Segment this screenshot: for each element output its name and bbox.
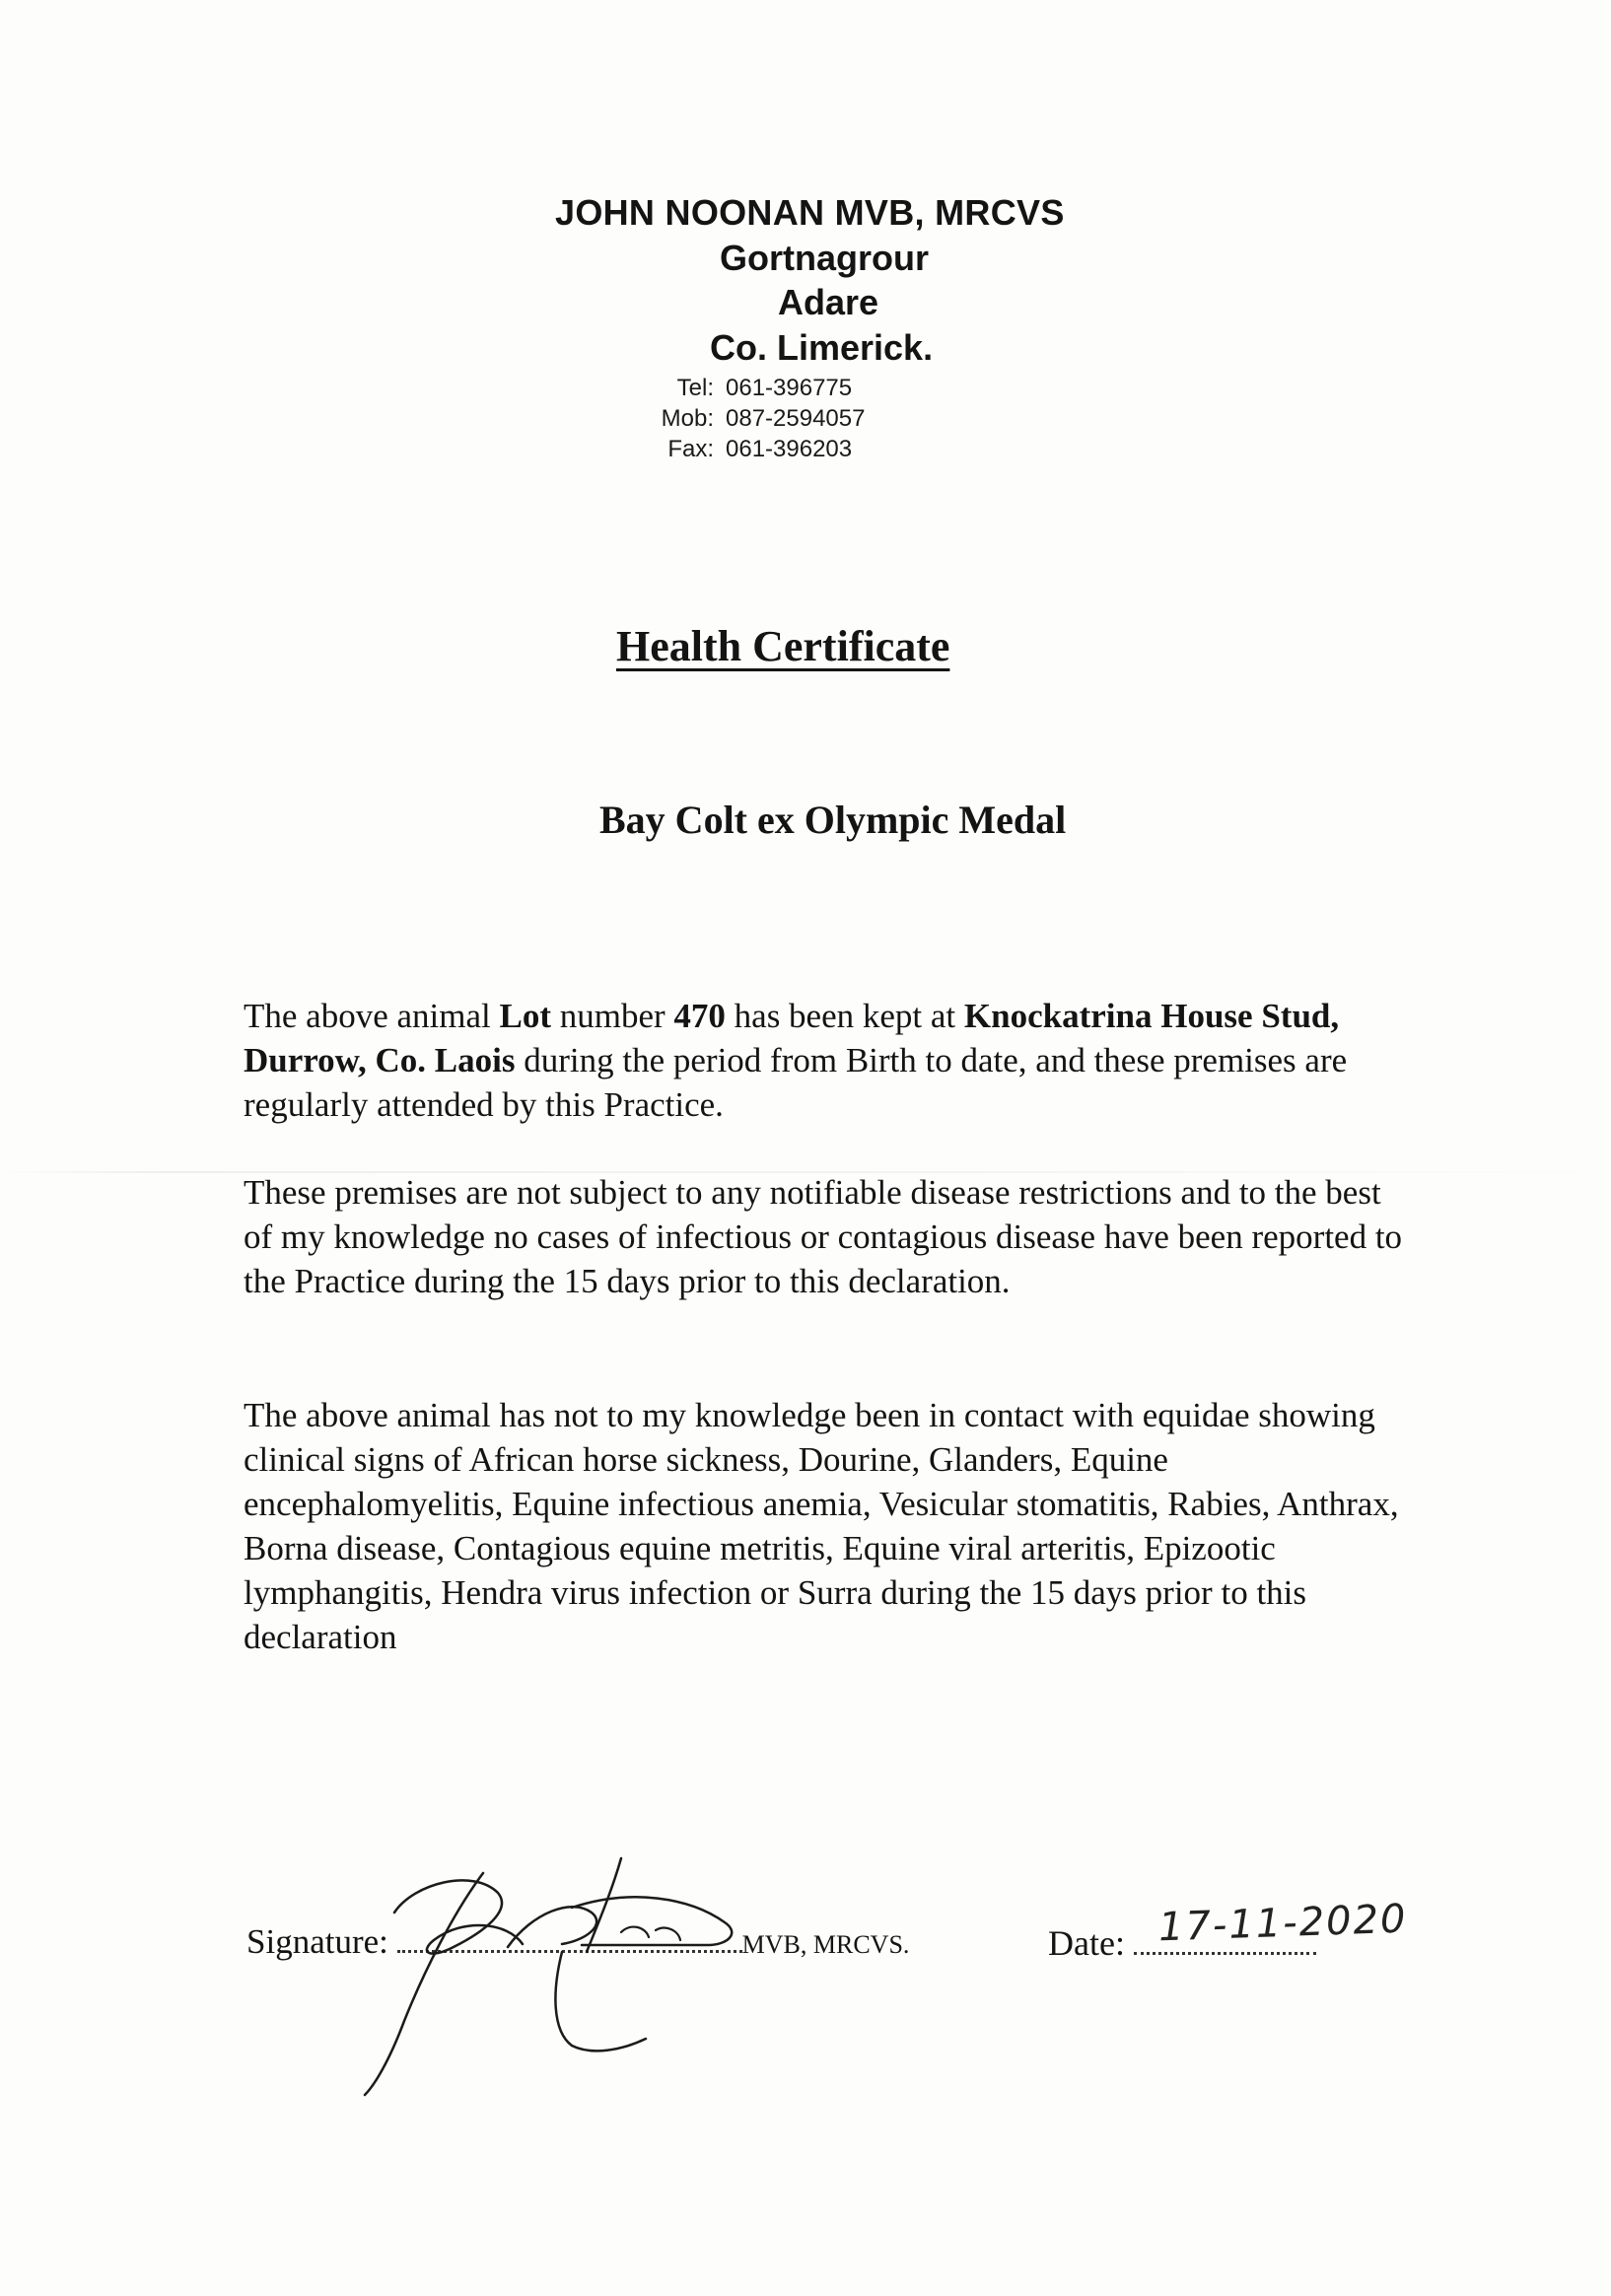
tel-label: Tel: <box>676 375 714 401</box>
handwritten-date: 17-11-2020 <box>1157 1896 1409 1951</box>
address-line-2: Adare <box>778 282 879 322</box>
para1-text-3: has been kept at <box>725 997 964 1035</box>
mob-line <box>639 405 865 433</box>
premises-name: Knockatrina House Stud, Durrow, Co. Laois <box>244 997 1340 1079</box>
signature-suffix: MVB, MRCVS. <box>741 1930 910 1959</box>
tel-number: 061-396775 <box>726 375 853 401</box>
lot-label: Lot <box>499 997 551 1035</box>
paragraph-contact-declaration: The above animal has not to my knowledge been in contact with equidae showing clinical signs of African horse sickness, Dourine, Glanders, Equine encephalomyelitis, Equine infectious anemia, Vesicular stomatitis, Rabies, Anthrax, Borna disease, Contagious equine metritis, Equine viral arteritis, Epizootic lymphangitis, Hendra virus infection or Surra during the 15 days prior to this declaration <box>244 1396 1399 1656</box>
tel-line <box>639 375 852 402</box>
para1-text-2: number <box>550 997 674 1035</box>
paragraph-premises <box>244 994 1407 1127</box>
para1-text-1: The above animal <box>244 997 500 1035</box>
handwritten-signature <box>335 1853 749 2100</box>
mob-label: Mob: <box>661 405 714 432</box>
fax-line <box>639 436 852 463</box>
animal-subject: Bay Colt ex Olympic Medal <box>599 798 1067 842</box>
para1-text-4: during the period from Birth to date, and these premises are regularly attended by this Practice. <box>244 1041 1348 1124</box>
document-title: Health Certificate <box>616 622 950 670</box>
fax-number: 061-396203 <box>726 436 853 462</box>
lot-number: 470 <box>673 997 726 1035</box>
mob-number: 087-2594057 <box>726 405 866 432</box>
fax-label: Fax: <box>667 436 714 462</box>
signature-label: Signature: <box>246 1922 388 1961</box>
date-label: Date: <box>1048 1923 1125 1963</box>
address-line-1: Gortnagrour <box>720 238 929 278</box>
address-line-3: Co. Limerick. <box>710 327 934 368</box>
vet-name: JOHN NOONAN MVB, MRCVS <box>555 192 1065 233</box>
paragraph-disease-restrictions: These premises are not subject to any notifiable disease restrictions and to the best of my knowledge no cases of infectious or contagious disease have been reported to the Practice during the 15 days prior to this declaration. <box>244 1173 1403 1300</box>
